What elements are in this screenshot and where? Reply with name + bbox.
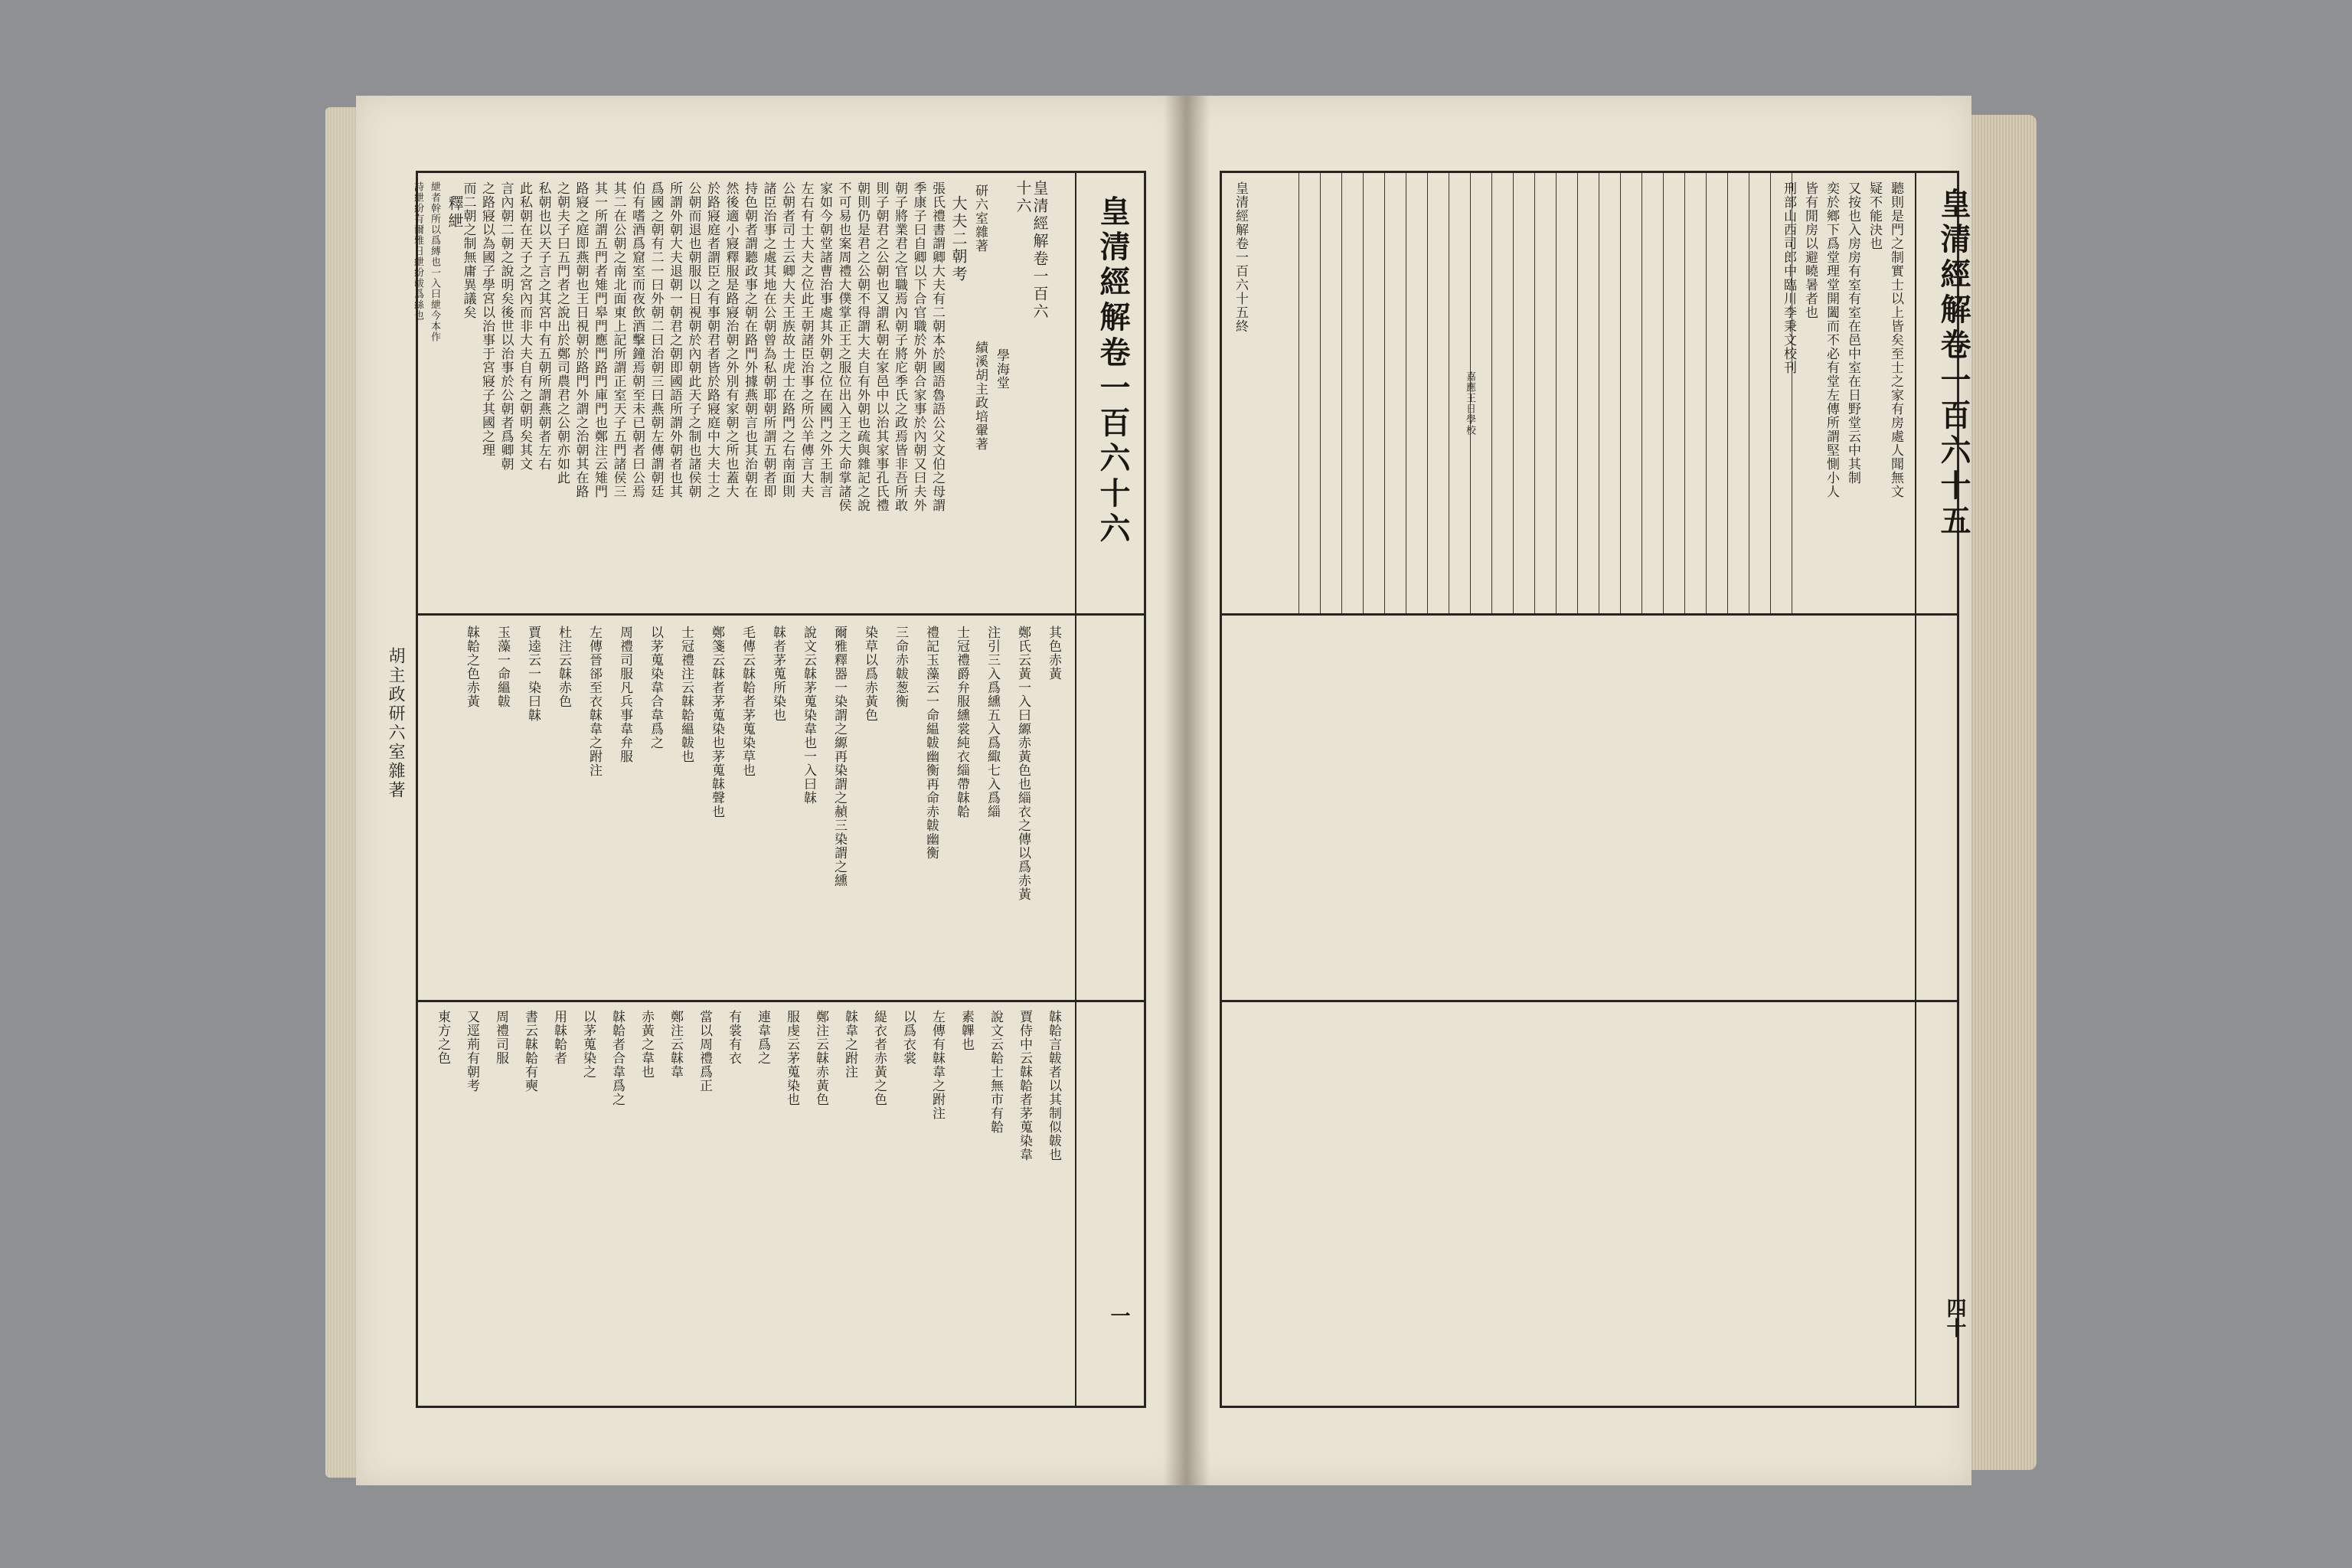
open-book [325, 92, 2037, 1489]
text-column: 鄭箋云韎者茅蒐染也茅蒐韎聲也 [709, 626, 724, 818]
ruled-line [1534, 173, 1535, 613]
book-title: 研六室雜著 [972, 184, 988, 253]
text-column: 伯有嗜酒爲窟室而夜飲酒擊鐘焉朝至未已朝者曰公焉 [629, 181, 645, 498]
text-column: 其色赤黃 [1046, 626, 1061, 681]
colophon: 嘉應王日學校 [1464, 371, 1475, 436]
text-column: 又逕荊有朝考 [464, 1010, 479, 1093]
text-column: 周禮司服凡兵事韋弁服 [617, 626, 632, 763]
ruled-line [1577, 173, 1578, 613]
ruled-line [1320, 173, 1321, 613]
section-title: 大夫二朝考 [949, 195, 968, 283]
text-column: 說文云韎茅蒐染韋也一入曰韎 [801, 626, 816, 805]
text-column: 紲者幹所以爲縛也一入曰紲今本作 [429, 181, 440, 342]
text-column: 則子朝君之公朝也又謂私朝在家邑中以治其家事孔氏禮 [873, 181, 889, 512]
ruled-line [1663, 173, 1664, 613]
text-column: 爲國之朝有二一曰外朝二曰治朝三曰燕朝左傳謂朝廷 [648, 181, 664, 498]
text-column: 以茅蒐染韋合韋爲之 [648, 626, 663, 750]
ruled-line [1620, 173, 1621, 613]
text-column: 韎韐言韍者以其制似韍也 [1046, 1010, 1061, 1161]
left-margin-title: 皇清經解卷一百六十六 [1095, 195, 1131, 547]
text-column: 持色朝者謂聽政事之朝在路門外據燕朝言也其治朝在 [742, 181, 757, 498]
author-line: 績溪胡主政培翬著 [972, 341, 988, 451]
text-column: 所謂外朝大夫退朝一朝君之朝即國語所謂外朝者也其 [667, 181, 682, 498]
ruled-line [1491, 173, 1492, 613]
text-column: 季康子曰自卿以下合官職於外朝合家事於內朝又曰夫外 [910, 181, 926, 512]
text-column: 杜注云韎赤色 [556, 626, 571, 708]
text-column: 左傳晉郤至衣韎韋之跗注 [586, 626, 602, 777]
right-page [1183, 96, 1971, 1485]
right-margin-title: 皇清經解卷一百六十五 [1936, 188, 1971, 540]
text-column: 皆有閒房以避曉暑者也 [1802, 181, 1818, 319]
text-column: 公朝而退也朝服以日視朝於內朝此天子之制也諸侯朝 [685, 181, 701, 498]
ruled-line [1298, 173, 1299, 613]
text-column: 之朝夫子曰五門者之說出於鄭司農君之公朝亦如此 [554, 181, 570, 485]
text-column: 朝子將業君之官職焉內朝子將庀季氏之政焉皆非吾所敢 [892, 181, 907, 512]
text-column: 有裳有衣 [726, 1010, 741, 1065]
ruled-line [1684, 173, 1685, 613]
text-column: 爾雅釋器一染謂之縓再染謂之赬三染謂之纁 [831, 626, 847, 887]
text-column: 說文云韐士無市有韐 [988, 1010, 1003, 1134]
text-column: 於路寢庭者謂臣之有事朝君者皆於路寢庭中大夫士之 [704, 181, 720, 498]
ruled-line [1513, 173, 1514, 613]
text-column: 士冠禮注云韎韐縕韍也 [678, 626, 694, 763]
text-column: 禮記玉藻云一命緼韍幽衡再命赤韍幽衡 [923, 626, 939, 860]
text-column: 左右有士大夫之位此王朝諸臣治事之所公羊傳言大夫 [798, 181, 814, 498]
text-column: 張氏禮書謂卿大夫有二朝本於國語魯語公父文伯之母謂 [929, 181, 945, 512]
text-column: 染草以爲赤黃色 [862, 626, 877, 722]
text-column: 家如今朝堂諸曹治事處其外朝之位在國門之外王制言 [817, 181, 832, 498]
sub-heading: 釋紲 [446, 195, 464, 230]
text-column: 赤黃之韋也 [639, 1010, 654, 1079]
ruled-line [1727, 173, 1728, 613]
text-column: 素韠也 [959, 1010, 974, 1051]
text-column: 路寢之庭即燕朝也王日視朝於路門外謂之治朝其在路 [573, 181, 589, 498]
text-column: 奕於鄉下爲堂理堂開闔而不必有堂左傳所謂堅惻小人 [1824, 181, 1839, 498]
text-column: 連韋爲之 [755, 1010, 770, 1065]
text-column: 朝則仍是君之公朝不得謂大夫自有外朝也疏與雜記之說 [854, 181, 870, 512]
text-column: 韎韐之色赤黃 [464, 626, 479, 708]
publisher-label: 學海堂 [994, 348, 1009, 390]
left-folio-number: 一 [1107, 1305, 1130, 1325]
text-column: 而二朝之制無庸異議矣 [460, 181, 476, 319]
left-page [356, 96, 1187, 1485]
left-middle-margin-title: 胡主政研六室雜著 [386, 647, 405, 800]
ruled-line [1341, 173, 1342, 613]
text-column: 賈侍中云韎韐者茅蒐染韋 [1017, 1010, 1032, 1161]
text-column: 其一所謂五門者雉門皋門應門路門庫門也鄭注云雉門 [592, 181, 607, 498]
text-column: 士冠禮爵弁服纁裳純衣緇帶韎韐 [954, 626, 969, 818]
end-of-volume-header: 皇清經解卷一百六十五終 [1233, 181, 1248, 333]
text-column: 書云韎韐有奭 [522, 1010, 537, 1093]
text-column: 又按也入房房有室有室在邑中室在日野堂云中其制 [1845, 181, 1860, 485]
text-column: 緹衣者赤黃之色 [871, 1010, 887, 1106]
ruled-line [1770, 173, 1771, 613]
text-column: 聽則是門之制實士以上皆矣至士之家有房處人聞無文 [1888, 181, 1903, 498]
text-column: 此私朝在天子之宮內而非大夫自有之朝明矣其文 [517, 181, 532, 471]
ruled-line [1706, 173, 1707, 613]
text-column: 之路寢以為國子學宮以治事于宮寢子其國之理 [479, 181, 495, 457]
text-column: 賈逵云一染曰韎 [525, 626, 541, 722]
text-column: 不可易也案周禮大僕掌正王之服位出入王之大命掌諸侯 [835, 181, 851, 512]
text-column: 諸臣治事之處其地在公朝曾為私朝耶朝所謂五朝者即 [760, 181, 776, 498]
text-column: 刑部山西司郎中臨川李秉文校刊 [1781, 181, 1796, 374]
text-column: 當以周禮爲正 [697, 1010, 712, 1093]
text-column: 韎韋之跗注 [842, 1010, 858, 1079]
ruled-line [1363, 173, 1364, 613]
right-folio-number: 四十 [1943, 1298, 1966, 1338]
text-column: 韎韐者合韋爲之 [609, 1010, 625, 1106]
text-column: 左傳有韎韋之跗注 [929, 1010, 945, 1120]
book-gutter [1164, 96, 1210, 1485]
volume-header: 皇清經解卷一百六十六 [1014, 180, 1049, 321]
text-column: 鄭氏云黃一入曰縓赤黃色也緇衣之傳以爲赤黃 [1015, 626, 1031, 901]
text-column: 詩紲紛有爾雅日紲紛韍爲絲也 [412, 181, 423, 321]
text-column: 鄭注云韎赤黃色 [813, 1010, 828, 1106]
text-column: 鄭注云韎韋 [668, 1010, 683, 1079]
text-column: 玉藻一命縕韍 [495, 626, 510, 708]
text-column: 三命赤韍葱衡 [893, 626, 908, 708]
text-column: 公朝者司士云卿大夫王族故士虎士在路門之右南面則 [779, 181, 795, 498]
text-column: 周禮司服 [493, 1010, 508, 1065]
text-column: 其二在公朝之南北面東上記所謂正室天子五門諸侯三 [610, 181, 626, 498]
text-column: 私朝也以天子言之其宮中有五朝所謂燕朝者左右 [535, 181, 551, 471]
text-column: 東方之色 [435, 1010, 450, 1065]
text-column: 注引三入爲纁五入爲緅七入爲緇 [985, 626, 1000, 818]
ruled-line [1427, 173, 1428, 613]
text-column: 以茅蒐染之 [580, 1010, 596, 1079]
text-column: 用韎韐者 [551, 1010, 567, 1065]
text-column: 言內朝二朝之說明矣後世以治事於公朝者爲卿朝 [498, 181, 514, 471]
text-column: 韎者茅蒐所染也 [770, 626, 786, 722]
ruled-line [1556, 173, 1557, 613]
ruled-line [1384, 173, 1385, 613]
text-column: 疑不能決也 [1867, 181, 1882, 250]
text-column: 以爲衣裳 [900, 1010, 916, 1065]
text-column: 服虔云茅蒐染也 [784, 1010, 799, 1106]
text-column: 毛傳云韎韐者茅蒐染草也 [740, 626, 755, 777]
text-column: 然後適小寢釋服是路寢治朝之外別有家朝之所也蓋大 [723, 181, 739, 498]
